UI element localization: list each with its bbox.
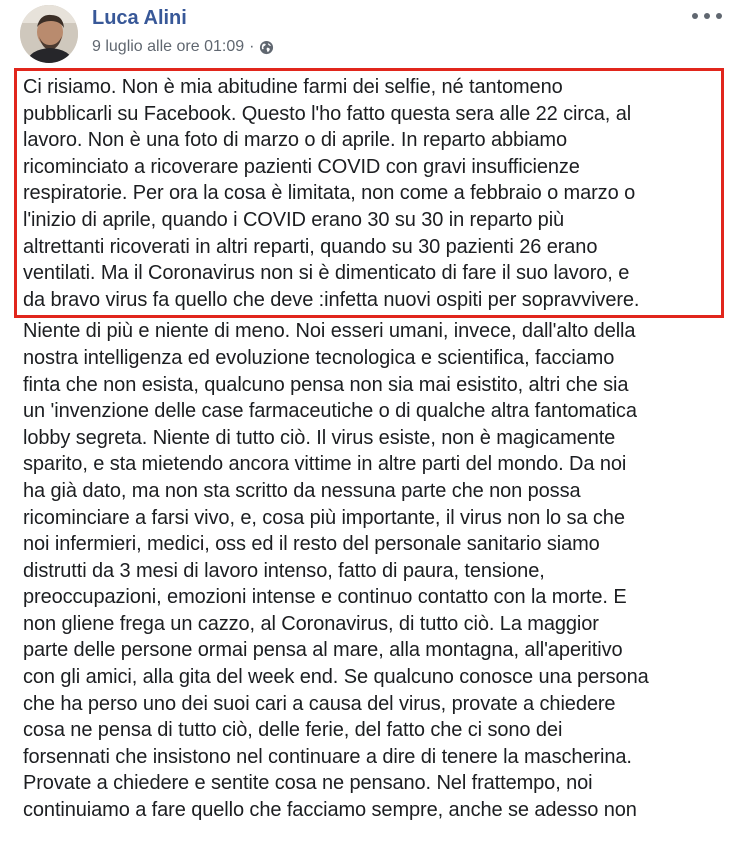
highlighted-paragraph [23,74,714,313]
text-line: lobby segreta. Niente di tutto ciò. Il virus esiste, non è magicamente [23,426,616,449]
post-header [0,0,736,68]
body-paragraph [23,318,724,823]
author-name[interactable]: Luca Alini [92,7,187,29]
text-line: altrettanti ricoverati in altri reparti, quando su 30 pazienti 26 erano [23,235,598,258]
avatar-image [20,5,78,63]
text-line: forsennati che insistono nel continuare a dire di tenere la mascherina. [23,745,632,768]
text-line: ricominciare a farsi vivo, e, cosa più importante, il virus non lo sa che [23,506,625,529]
text-line: sparito, e sta mietendo ancora vittime in altre parti del mondo. Da noi [23,453,627,476]
text-line: che ha perso uno dei suoi cari a causa del virus, provate a chiedere [23,692,616,715]
text-line: pubblicarli su Facebook. Questo l'ho fatto questa sera alle 22 circa, al [23,102,632,125]
globe-icon[interactable] [259,40,274,55]
more-horizontal-icon [704,13,710,19]
text-line: nostra intelligenza ed evoluzione tecnologica e scientifica, facciamo [23,346,615,369]
text-line: Provate a chiedere e sentite cosa ne pensano. Nel frattempo, noi [23,772,593,795]
text-line: noi infermieri, medici, oss ed il resto del personale sanitario siamo [23,533,600,556]
text-line: un 'invenzione delle case farmaceutiche o di qualche altra fantomatica [23,400,637,423]
post-meta [92,37,274,57]
text-line: distrutti da 3 mesi di lavoro intenso, fatto di paura, tensione, [23,559,545,582]
post-timestamp[interactable]: 9 luglio alle ore 01:09 [92,38,245,55]
text-line: cosa ne pensa di tutto ciò, delle ferie, del fatto che ci sono dei [23,719,563,742]
text-line: Niente di più e niente di meno. Noi esseri umani, invece, dall'alto della [23,320,636,343]
text-line: con gli amici, alla gita del week end. Se qualcuno conosce una persona [23,666,649,689]
text-line: continuiamo a fare quello che facciamo sempre, anche se adesso non [23,799,637,822]
text-line: Ci risiamo. Non è mia abitudine farmi dei selfie, né tantomeno [23,76,563,98]
more-horizontal-icon [716,13,722,19]
text-line: ventilati. Ma il Coronavirus non si è dimenticato di fare il suo lavoro, e [23,262,630,285]
meta-separator: · [249,38,255,55]
highlighted-text-box [14,68,724,318]
text-line: ricominciato a ricoverare pazienti COVID con gravi insufficienze [23,155,580,178]
avatar[interactable] [20,5,78,63]
text-line: finta che non esista, qualcuno pensa non sia mai esistito, altri che sia [23,373,629,396]
text-line: respiratorie. Per ora la cosa è limitata, non come a febbraio o marzo o [23,182,636,205]
text-line: lavoro. Non è una foto di marzo o di aprile. In reparto abbiamo [23,129,568,152]
text-line: l'inizio di aprile, quando i COVID erano 30 su 30 in reparto più [23,208,565,231]
text-line: preoccupazioni, emozioni intense e continuo contatto con la morte. E [23,586,627,609]
more-horizontal-icon [692,13,698,19]
text-line: parte delle persone ormai pensa al mare, alla montagna, all'aperitivo [23,639,623,662]
post-body [14,68,724,824]
text-line: non gliene frega un cazzo, al Coronavirus, di tutto ciò. La maggior [23,612,599,635]
post-text-continuation [14,318,724,823]
text-line: da bravo virus fa quello che deve :infetta nuovi ospiti per sopravvivere. [23,288,640,311]
text-line: ha già dato, ma non sta scritto da nessuna parte che non possa [23,479,581,502]
more-options-button[interactable] [692,6,722,26]
